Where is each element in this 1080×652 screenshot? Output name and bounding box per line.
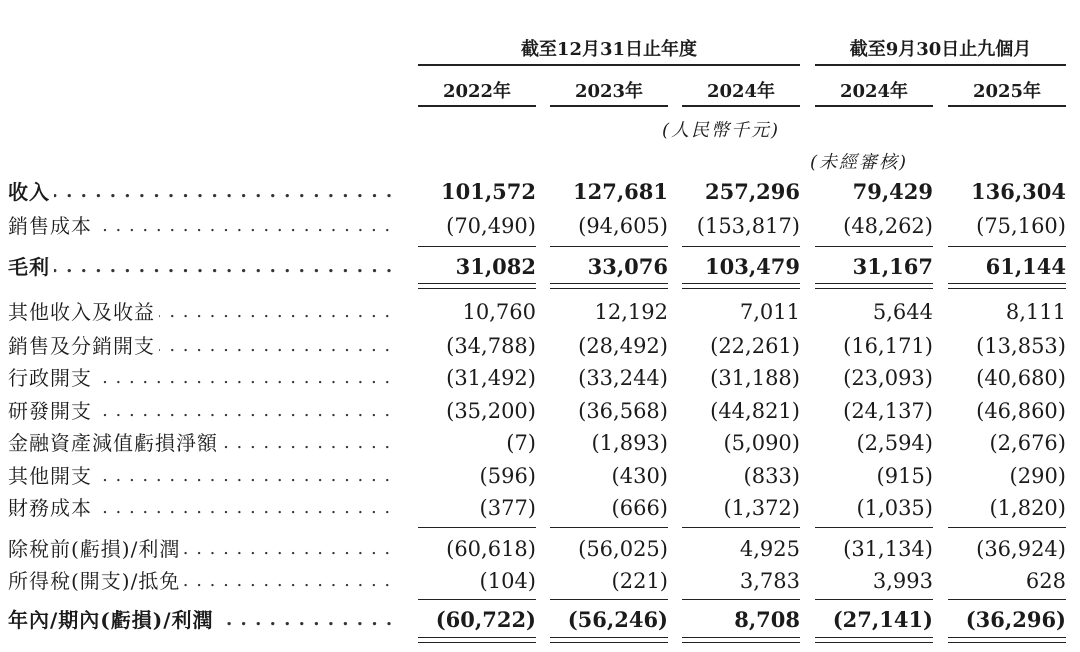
subtotal-rule bbox=[550, 246, 668, 247]
cell-value: (377) bbox=[479, 496, 536, 520]
cell-value: 101,572 bbox=[441, 179, 536, 204]
row-label: 收入 . . . bbox=[8, 177, 398, 207]
subtotal-rule bbox=[418, 527, 536, 528]
header-group-fiscal-year-rule bbox=[418, 64, 800, 66]
cell-value: (16,171) bbox=[843, 334, 933, 358]
double-rule bbox=[948, 288, 1066, 289]
cell-value: (1,820) bbox=[989, 496, 1066, 520]
cell-value: 31,082 bbox=[455, 254, 536, 279]
table-row-other-income bbox=[0, 297, 1080, 327]
cell-value: (35,200) bbox=[446, 399, 536, 423]
table-row-gross-profit bbox=[0, 252, 1080, 282]
row-label: 銷售成本 . . . bbox=[8, 211, 398, 241]
cell-value: (56,025) bbox=[578, 537, 668, 561]
subtotal-rule bbox=[815, 599, 933, 600]
cell-value: 628 bbox=[1025, 569, 1066, 593]
row-label: 其他開支 . . . bbox=[8, 461, 398, 491]
cell-value: 33,076 bbox=[587, 254, 668, 279]
table-row-finance-costs bbox=[0, 493, 1080, 523]
subtotal-rule bbox=[550, 527, 668, 528]
row-label: 金融資產減值虧損淨額 . . . bbox=[8, 428, 398, 458]
unit-note: (人民幣千元) bbox=[662, 120, 781, 141]
row-label: 研發開支 . . . bbox=[8, 396, 398, 426]
double-rule bbox=[418, 288, 536, 289]
cell-value: (60,722) bbox=[435, 607, 536, 632]
subtotal-rule bbox=[418, 246, 536, 247]
cell-value: (430) bbox=[611, 464, 668, 488]
cell-value: (5,090) bbox=[723, 431, 800, 455]
row-label: 行政開支 . . . bbox=[8, 363, 398, 393]
cell-value: 7,011 bbox=[739, 300, 800, 324]
cell-value: (36,568) bbox=[578, 399, 668, 423]
double-rule bbox=[815, 283, 933, 284]
row-label: 財務成本 . . . bbox=[8, 493, 398, 523]
header-year-rule bbox=[948, 105, 1066, 107]
double-rule bbox=[815, 288, 933, 289]
cell-value: (36,924) bbox=[976, 537, 1066, 561]
row-label: 毛利 . . . bbox=[8, 252, 398, 282]
table-row-admin-expenses bbox=[0, 363, 1080, 393]
header-year-2025-9m: 2025年 bbox=[972, 81, 1042, 102]
cell-value: (290) bbox=[1009, 464, 1066, 488]
cell-value: 8,111 bbox=[1005, 300, 1066, 324]
cell-value: (221) bbox=[611, 569, 668, 593]
table-row-profit-before-tax bbox=[0, 534, 1080, 564]
table-row-net-profit bbox=[0, 605, 1080, 635]
cell-value: (36,296) bbox=[965, 607, 1066, 632]
subtotal-rule bbox=[418, 599, 536, 600]
cell-value: (2,594) bbox=[856, 431, 933, 455]
table-row-impairment-losses bbox=[0, 428, 1080, 458]
header-group-nine-months-rule bbox=[815, 64, 1066, 66]
unaudited-note: (未經審核) bbox=[810, 152, 909, 173]
subtotal-rule bbox=[550, 599, 668, 600]
cell-value: (75,160) bbox=[976, 214, 1066, 238]
table-row-revenue bbox=[0, 177, 1080, 207]
cell-value: 10,760 bbox=[462, 300, 536, 324]
subtotal-rule bbox=[948, 599, 1066, 600]
subtotal-rule bbox=[948, 527, 1066, 528]
table-row-cost-of-sales bbox=[0, 211, 1080, 241]
double-rule bbox=[550, 637, 668, 638]
cell-value: (31,134) bbox=[843, 537, 933, 561]
double-rule bbox=[418, 283, 536, 284]
cell-value: (24,137) bbox=[843, 399, 933, 423]
cell-value: 103,479 bbox=[705, 254, 800, 279]
double-rule bbox=[682, 637, 800, 638]
header-year-2022: 2022年 bbox=[442, 81, 512, 102]
table-row-rnd-expenses bbox=[0, 396, 1080, 426]
header-group-fiscal-year: 截至12月31日止年度 bbox=[520, 39, 698, 60]
row-label: 其他收入及收益 . . . bbox=[8, 297, 398, 327]
cell-value: (60,618) bbox=[446, 537, 536, 561]
double-rule bbox=[550, 288, 668, 289]
cell-value: (2,676) bbox=[989, 431, 1066, 455]
cell-value: (23,093) bbox=[843, 366, 933, 390]
cell-value: (1,372) bbox=[723, 496, 800, 520]
subtotal-rule bbox=[948, 246, 1066, 247]
table-row-selling-expenses bbox=[0, 331, 1080, 361]
cell-value: (34,788) bbox=[446, 334, 536, 358]
cell-value: (31,188) bbox=[710, 366, 800, 390]
table-row-income-tax bbox=[0, 566, 1080, 596]
cell-value: 8,708 bbox=[734, 607, 800, 632]
cell-value: 31,167 bbox=[852, 254, 933, 279]
table-row-other-expenses bbox=[0, 461, 1080, 491]
header-group-nine-months: 截至9月30日止九個月 bbox=[849, 39, 1032, 60]
double-rule bbox=[550, 283, 668, 284]
subtotal-rule bbox=[815, 527, 933, 528]
double-rule bbox=[682, 283, 800, 284]
subtotal-rule bbox=[815, 246, 933, 247]
double-rule bbox=[815, 642, 933, 643]
header-year-rule bbox=[682, 105, 800, 107]
cell-value: 61,144 bbox=[985, 254, 1066, 279]
subtotal-rule bbox=[682, 599, 800, 600]
header-year-2024-9m: 2024年 bbox=[839, 81, 909, 102]
subtotal-rule bbox=[682, 246, 800, 247]
header-year-rule bbox=[815, 105, 933, 107]
double-rule bbox=[418, 637, 536, 638]
cell-value: 257,296 bbox=[705, 179, 800, 204]
header-year-rule bbox=[550, 105, 668, 107]
cell-value: (915) bbox=[876, 464, 933, 488]
double-rule bbox=[948, 642, 1066, 643]
cell-value: (46,860) bbox=[976, 399, 1066, 423]
cell-value: 3,783 bbox=[739, 569, 800, 593]
subtotal-rule bbox=[682, 527, 800, 528]
cell-value: 3,993 bbox=[872, 569, 933, 593]
cell-value: (70,490) bbox=[446, 214, 536, 238]
double-rule bbox=[815, 637, 933, 638]
double-rule bbox=[418, 642, 536, 643]
cell-value: 12,192 bbox=[594, 300, 668, 324]
header-year-2023: 2023年 bbox=[574, 81, 644, 102]
cell-value: (28,492) bbox=[578, 334, 668, 358]
cell-value: 127,681 bbox=[573, 179, 668, 204]
cell-value: (1,893) bbox=[591, 431, 668, 455]
cell-value: 5,644 bbox=[872, 300, 933, 324]
cell-value: (44,821) bbox=[710, 399, 800, 423]
double-rule bbox=[682, 288, 800, 289]
double-rule bbox=[682, 642, 800, 643]
cell-value: (33,244) bbox=[578, 366, 668, 390]
double-rule bbox=[550, 642, 668, 643]
cell-value: (48,262) bbox=[843, 214, 933, 238]
header-year-rule bbox=[418, 105, 536, 107]
row-label: 所得稅(開支)/抵免 . . . bbox=[8, 566, 398, 596]
cell-value: (153,817) bbox=[696, 214, 800, 238]
cell-value: (833) bbox=[743, 464, 800, 488]
cell-value: (596) bbox=[479, 464, 536, 488]
header-year-2024-fy: 2024年 bbox=[706, 81, 776, 102]
cell-value: (7) bbox=[506, 431, 536, 455]
cell-value: (666) bbox=[611, 496, 668, 520]
row-label: 銷售及分銷開支 . . . bbox=[8, 331, 398, 361]
row-label: 年內/期內(虧損)/利潤 . . . bbox=[8, 605, 398, 635]
double-rule bbox=[948, 283, 1066, 284]
cell-value: (13,853) bbox=[976, 334, 1066, 358]
cell-value: (104) bbox=[479, 569, 536, 593]
cell-value: 79,429 bbox=[852, 179, 933, 204]
row-label: 除稅前(虧損)/利潤 . . . bbox=[8, 534, 398, 564]
cell-value: (1,035) bbox=[856, 496, 933, 520]
cell-value: 136,304 bbox=[971, 179, 1066, 204]
double-rule bbox=[948, 637, 1066, 638]
cell-value: (31,492) bbox=[446, 366, 536, 390]
cell-value: 4,925 bbox=[739, 537, 800, 561]
cell-value: (40,680) bbox=[976, 366, 1066, 390]
cell-value: (94,605) bbox=[578, 214, 668, 238]
cell-value: (27,141) bbox=[832, 607, 933, 632]
cell-value: (22,261) bbox=[710, 334, 800, 358]
cell-value: (56,246) bbox=[567, 607, 668, 632]
